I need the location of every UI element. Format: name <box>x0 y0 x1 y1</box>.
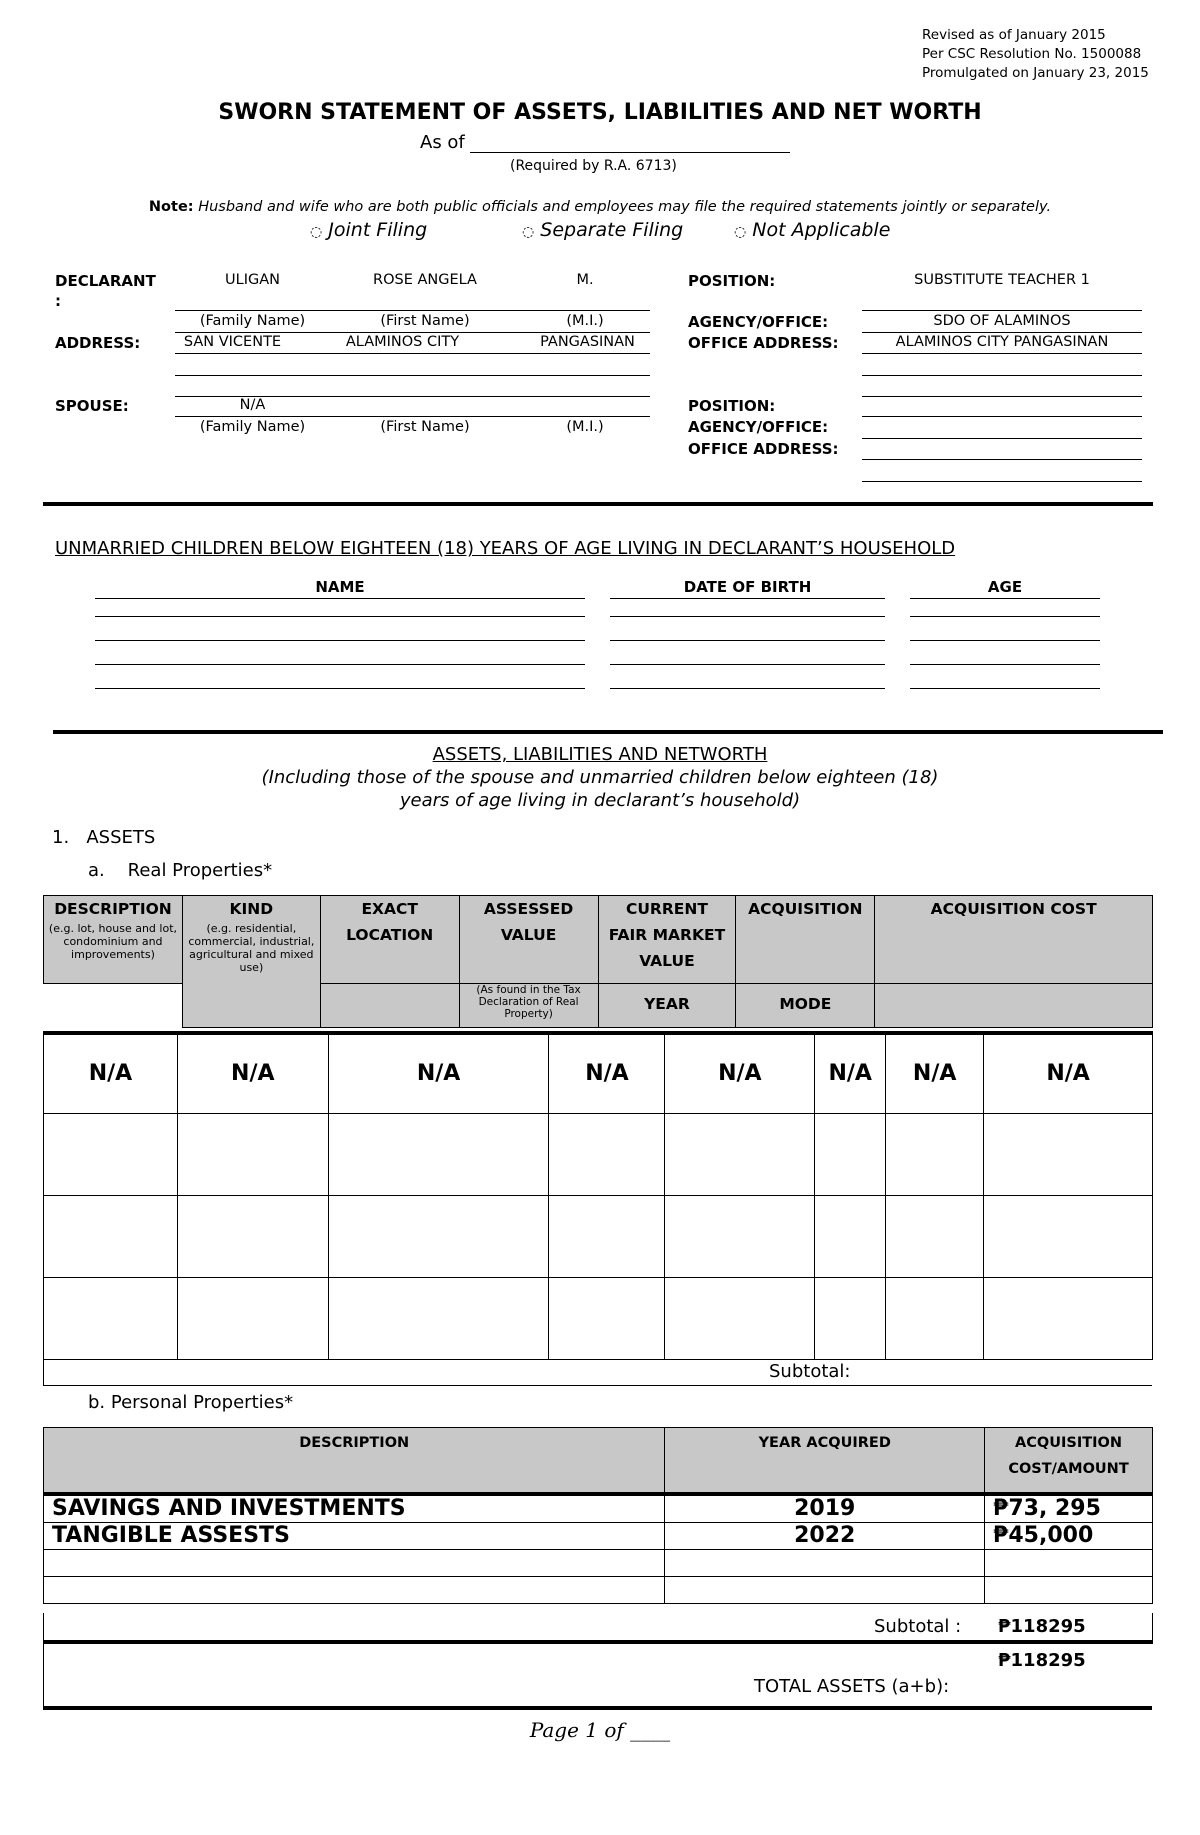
assets-heading: 1. ASSETS <box>52 827 156 848</box>
table-header-row <box>44 1428 1153 1494</box>
real-cell[interactable] <box>549 1195 665 1277</box>
spouse-position-label: POSITION: <box>688 397 776 415</box>
real-subtotal-row <box>43 1359 1152 1386</box>
spouse-agency-field[interactable] <box>862 438 1142 439</box>
header-blank <box>320 984 459 1028</box>
pp-description[interactable] <box>44 1549 665 1576</box>
child-dob-field[interactable] <box>610 640 885 641</box>
aln-title: ASSETS, LIABILITIES AND NETWORTH <box>432 744 768 765</box>
office-address-field[interactable] <box>862 375 1142 376</box>
option-label: Joint Filing <box>328 219 428 241</box>
section-divider <box>43 502 1153 506</box>
spouse-agency-label: AGENCY/OFFICE: <box>688 418 829 436</box>
radio-icon: ◌ <box>522 224 535 240</box>
header-mode: MODE <box>736 984 875 1028</box>
real-cell[interactable]: N/A <box>984 1033 1153 1113</box>
pp-header-cost <box>985 1428 1153 1494</box>
child-age-field[interactable] <box>910 640 1100 641</box>
option-not-applicable[interactable] <box>734 219 890 241</box>
real-cell[interactable] <box>984 1113 1153 1195</box>
real-properties-table <box>43 1031 1153 1360</box>
address-label: ADDRESS: <box>55 334 141 352</box>
header-assessed-line2: VALUE <box>500 926 557 944</box>
total-assets-row <box>43 1644 1152 1710</box>
caption-first-name: (First Name) <box>380 313 470 329</box>
radio-icon: ◌ <box>734 224 747 240</box>
real-cell[interactable] <box>665 1195 815 1277</box>
table-row <box>44 1494 1153 1523</box>
real-cell[interactable] <box>665 1113 815 1195</box>
child-name-field[interactable] <box>95 688 585 689</box>
declarant-colon: : <box>55 292 61 310</box>
header-kind-label: KIND <box>229 900 274 918</box>
spouse-label: SPOUSE: <box>55 397 129 415</box>
real-cell[interactable]: N/A <box>44 1033 178 1113</box>
real-cell[interactable] <box>886 1277 984 1359</box>
total-assets-label: TOTAL ASSETS (a+b): <box>754 1676 950 1697</box>
real-properties-heading: a. Real Properties* <box>88 860 273 881</box>
spouse-name-field[interactable] <box>175 416 650 417</box>
option-joint-filing[interactable] <box>310 219 427 241</box>
aln-subtitle-1: (Including those of the spouse and unmarried children below eighteen (18) <box>261 767 939 788</box>
declarant-name-line[interactable] <box>175 310 650 311</box>
header-acquisition: ACQUISITION <box>736 896 875 984</box>
real-cell[interactable] <box>177 1195 328 1277</box>
pp-cost[interactable] <box>985 1576 1153 1603</box>
table-row <box>44 1522 1153 1549</box>
real-cell[interactable] <box>665 1277 815 1359</box>
child-age-field[interactable] <box>910 664 1100 665</box>
as-of-label: As of <box>420 132 465 153</box>
children-col-name: NAME <box>315 578 365 596</box>
pp-description[interactable] <box>44 1576 665 1603</box>
spouse-position-field[interactable] <box>862 416 1142 417</box>
address-field[interactable] <box>175 353 650 354</box>
required-by: (Required by R.A. 6713) <box>510 158 677 174</box>
caption-first-name: (First Name) <box>380 419 470 435</box>
pp-cost[interactable] <box>985 1549 1153 1576</box>
child-dob-field[interactable] <box>610 616 885 617</box>
total-assets-value: ₱118295 <box>998 1650 1086 1671</box>
office-address-field[interactable] <box>862 353 1142 354</box>
pp-description[interactable]: TANGIBLE ASSESTS <box>44 1522 665 1549</box>
divider <box>95 598 585 599</box>
document-title: SWORN STATEMENT OF ASSETS, LIABILITIES AND NET WORTH <box>218 100 982 125</box>
real-cell[interactable] <box>886 1195 984 1277</box>
address-field[interactable] <box>175 375 650 376</box>
caption-mi: (M.I.) <box>566 313 604 329</box>
agency-value: SDO OF ALAMINOS <box>933 313 1071 329</box>
header-fmv <box>598 896 736 984</box>
real-cell[interactable]: N/A <box>177 1033 328 1113</box>
header-description <box>44 896 183 984</box>
address-line-2: ALAMINOS CITY <box>345 334 460 350</box>
header-acquisition-cost: ACQUISITION COST <box>875 896 1153 984</box>
real-cell[interactable]: N/A <box>886 1033 984 1113</box>
caption-family-name: (Family Name) <box>199 419 306 435</box>
table-row <box>44 1576 1153 1603</box>
pp-year[interactable]: 2022 <box>665 1522 985 1549</box>
children-title: UNMARRIED CHILDREN BELOW EIGHTEEN (18) YEARS OF AGE LIVING IN DECLARANT’S HOUSEHOLD <box>55 538 956 559</box>
pp-header-cost-line1: ACQUISITION <box>1015 1435 1122 1451</box>
header-location-line2: LOCATION <box>346 926 434 944</box>
declarant-label: DECLARANT <box>55 272 156 290</box>
header-kind-note: (e.g. residential, commercial, industrial, agricultural and mixed use) <box>188 922 315 974</box>
children-col-dob: DATE OF BIRTH <box>683 578 812 596</box>
revision-line-1: Revised as of January 2015 <box>922 27 1106 43</box>
child-name-field[interactable] <box>95 640 585 641</box>
real-cell[interactable]: N/A <box>815 1033 886 1113</box>
real-cell[interactable] <box>177 1113 328 1195</box>
revision-line-3: Promulgated on January 23, 2015 <box>922 65 1149 81</box>
pp-header-year: YEAR ACQUIRED <box>665 1428 985 1494</box>
pp-year[interactable] <box>665 1576 985 1603</box>
aln-subtitle-2: years of age living in declarant’s household) <box>399 790 801 811</box>
section-divider <box>53 730 1163 734</box>
position-field[interactable] <box>862 310 1142 311</box>
real-cell[interactable]: N/A <box>328 1033 549 1113</box>
agency-label: AGENCY/OFFICE: <box>688 313 829 331</box>
header-fmv-line1: CURRENT <box>625 900 708 918</box>
declarant-family-name: ULIGAN <box>225 272 280 288</box>
table-row <box>44 1195 1153 1277</box>
real-cell[interactable] <box>984 1277 1153 1359</box>
real-cell[interactable] <box>886 1113 984 1195</box>
pp-year[interactable] <box>665 1549 985 1576</box>
real-cell[interactable] <box>549 1113 665 1195</box>
pp-subtotal-label: Subtotal : <box>874 1616 962 1637</box>
real-cell[interactable]: N/A <box>665 1033 815 1113</box>
option-separate-filing[interactable] <box>522 219 683 241</box>
declarant-first-name: ROSE ANGELA <box>373 272 477 288</box>
real-subtotal-label: Subtotal: <box>769 1361 851 1382</box>
personal-properties-heading: b. Personal Properties* <box>88 1392 294 1413</box>
address-line-1: SAN VICENTE <box>183 334 282 350</box>
table-row <box>44 1277 1153 1359</box>
as-of-field[interactable] <box>470 152 790 153</box>
office-address-field[interactable] <box>862 396 1142 397</box>
real-cell[interactable] <box>44 1277 178 1359</box>
real-cell[interactable]: N/A <box>549 1033 665 1113</box>
child-age-field[interactable] <box>910 688 1100 689</box>
real-cell[interactable] <box>328 1113 549 1195</box>
header-assessed-line1: ASSESSED <box>483 900 574 918</box>
header-fmv-line2: FAIR MARKET <box>608 926 726 944</box>
real-cell[interactable] <box>177 1277 328 1359</box>
note-label: Note: <box>148 199 194 215</box>
office-address-label: OFFICE ADDRESS: <box>688 334 839 352</box>
table-row <box>44 1113 1153 1195</box>
pp-subtotal-row <box>43 1613 1153 1644</box>
header-description-note: (e.g. lot, house and lot, condominium and improvements) <box>48 922 178 961</box>
real-cell[interactable] <box>44 1113 178 1195</box>
header-kind <box>182 896 320 1028</box>
caption-mi: (M.I.) <box>566 419 604 435</box>
radio-icon: ◌ <box>310 224 323 240</box>
filing-note <box>0 199 1200 215</box>
page-number: Page 1 of ____ <box>529 1718 671 1742</box>
pp-cost[interactable]: ₱73, 295 <box>985 1494 1153 1523</box>
child-age-field[interactable] <box>910 616 1100 617</box>
real-cell[interactable] <box>815 1277 886 1359</box>
real-cell[interactable] <box>44 1195 178 1277</box>
pp-header-description: DESCRIPTION <box>44 1428 665 1494</box>
address-line-3: PANGASINAN <box>540 334 635 350</box>
child-name-field[interactable] <box>95 664 585 665</box>
table-row <box>44 1549 1153 1576</box>
children-col-age: AGE <box>987 578 1023 596</box>
real-properties-header <box>43 895 1153 1028</box>
real-cell[interactable] <box>328 1277 549 1359</box>
divider <box>175 332 650 333</box>
real-cell[interactable] <box>549 1277 665 1359</box>
header-blank <box>875 984 1153 1028</box>
declarant-mi: M. <box>576 272 594 288</box>
pp-description[interactable]: SAVINGS AND INVESTMENTS <box>44 1494 665 1523</box>
agency-field[interactable] <box>862 332 1142 333</box>
pp-subtotal-value: ₱118295 <box>998 1616 1086 1637</box>
header-location <box>320 896 459 984</box>
header-assessed-note: (As found in the Tax Declaration of Real Property) <box>459 984 598 1028</box>
real-cell[interactable] <box>815 1195 886 1277</box>
header-fmv-line3: VALUE <box>639 952 695 970</box>
option-label: Separate Filing <box>540 219 684 241</box>
position-value: SUBSTITUTE TEACHER 1 <box>914 272 1090 288</box>
pp-header-cost-line2: COST/AMOUNT <box>1008 1461 1129 1477</box>
divider <box>610 598 885 599</box>
real-cell[interactable] <box>815 1113 886 1195</box>
personal-properties-table <box>43 1427 1153 1604</box>
spouse-office-address-label: OFFICE ADDRESS: <box>688 440 839 458</box>
header-location-line1: EXACT <box>361 900 418 918</box>
revision-line-2: Per CSC Resolution No. 1500088 <box>922 46 1142 62</box>
option-label: Not Applicable <box>752 219 891 241</box>
real-cell[interactable] <box>328 1195 549 1277</box>
caption-family-name: (Family Name) <box>199 313 306 329</box>
spouse-family-name: N/A <box>239 397 266 413</box>
real-cell[interactable] <box>984 1195 1153 1277</box>
office-address-value: ALAMINOS CITY PANGASINAN <box>895 334 1109 350</box>
revision-note <box>922 26 1149 83</box>
child-name-field[interactable] <box>95 616 585 617</box>
position-label: POSITION: <box>688 272 776 290</box>
child-dob-field[interactable] <box>610 664 885 665</box>
table-row <box>44 1033 1153 1113</box>
header-year: YEAR <box>598 984 736 1028</box>
note-text: Husband and wife who are both public officials and employees may file the required statements jointly or separately. <box>198 199 1052 215</box>
header-description-label: DESCRIPTION <box>54 900 172 918</box>
header-blank <box>44 984 183 1028</box>
divider <box>910 598 1100 599</box>
child-dob-field[interactable] <box>610 688 885 689</box>
spouse-office-address-field[interactable] <box>862 459 1142 460</box>
pp-year[interactable]: 2019 <box>665 1494 985 1523</box>
pp-cost[interactable]: ₱45,000 <box>985 1522 1153 1549</box>
header-assessed <box>459 896 598 984</box>
spouse-office-address-field[interactable] <box>862 481 1142 482</box>
